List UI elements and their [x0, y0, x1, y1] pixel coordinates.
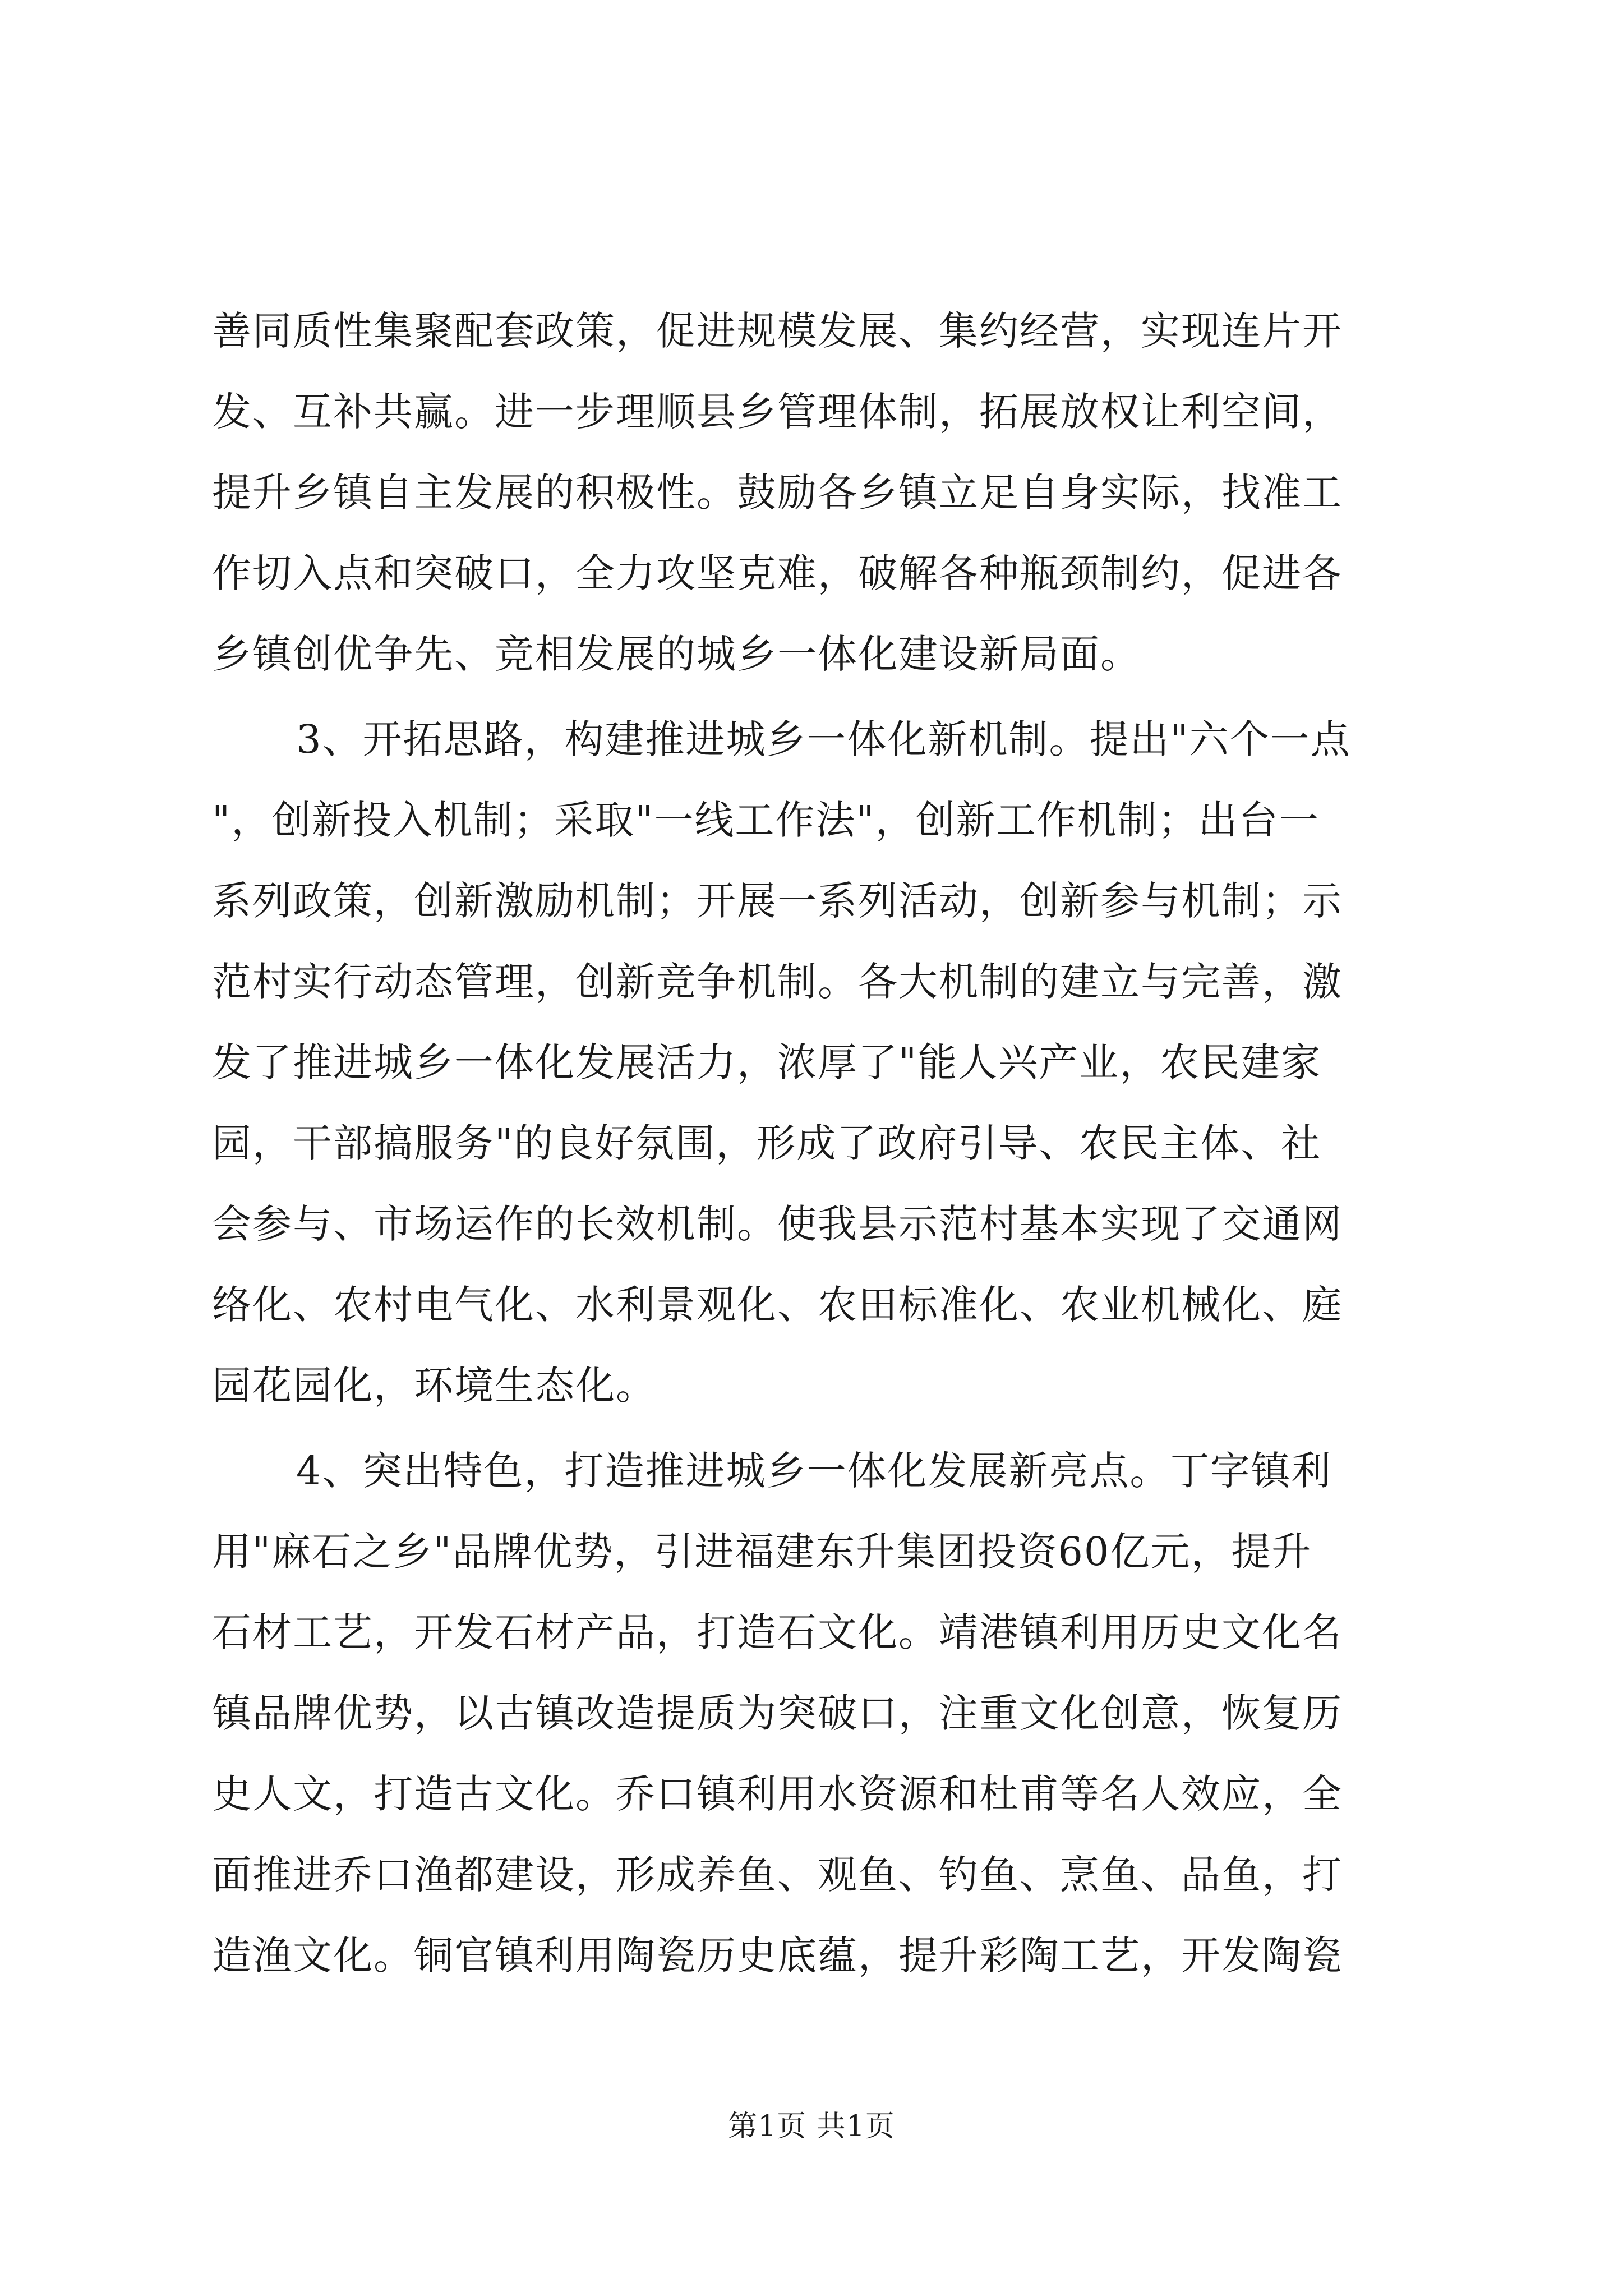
paragraph-3-line-1: 4、突出特色，打造推进城乡一体化发展新亮点。丁字镇利	[296, 1448, 1332, 1494]
paragraph-3-line-2: 用"麻石之乡"品牌优势，引进福建东升集团投资60亿元，提升	[212, 1529, 1312, 1575]
paragraph-2-line-4: 范村实行动态管理，创新竞争机制。各大机制的建立与完善，激	[212, 959, 1343, 1005]
paragraph-2-line-9: 园花园化，环境生态化。	[212, 1363, 656, 1409]
paragraph-3-line-7: 造渔文化。铜官镇利用陶瓷历史底蕴，提升彩陶工艺，开发陶瓷	[212, 1932, 1343, 1978]
paragraph-2-line-5: 发了推进城乡一体化发展活力，浓厚了"能人兴产业，农民建家	[212, 1039, 1322, 1085]
paragraph-2-line-3: 系列政策，创新激励机制；开展一系列活动，创新参与机制；示	[212, 878, 1343, 924]
paragraph-3-line-3: 石材工艺，开发石材产品，打造石文化。靖港镇利用历史文化名	[212, 1609, 1343, 1655]
paragraph-2-line-2: "，创新投入机制；采取"一线工作法"，创新工作机制；出台一	[212, 797, 1320, 843]
page-footer: 第1页 共1页	[728, 2110, 895, 2143]
paragraph-1-line-2: 发、互补共赢。进一步理顺县乡管理体制，拓展放权让利空间，	[212, 389, 1343, 435]
paragraph-3-line-4: 镇品牌优势，以古镇改造提质为突破口，注重文化创意，恢复历	[212, 1690, 1343, 1736]
paragraph-1-line-1: 善同质性集聚配套政策，促进规模发展、集约经营，实现连片开	[212, 308, 1343, 354]
paragraph-2-line-6: 园，干部搞服务"的良好氛围，形成了政府引导、农民主体、社	[212, 1120, 1322, 1166]
paragraph-2-line-7: 会参与、市场运作的长效机制。使我县示范村基本实现了交通网	[212, 1201, 1343, 1247]
paragraph-1-line-4: 作切入点和突破口，全力攻坚克难，破解各种瓶颈制约，促进各	[212, 550, 1343, 596]
paragraph-2-line-1: 3、开拓思路，构建推进城乡一体化新机制。提出"六个一点	[296, 716, 1351, 762]
paragraph-3-line-5: 史人文，打造古文化。乔口镇利用水资源和杜甫等名人效应，全	[212, 1771, 1343, 1817]
paragraph-1-line-3: 提升乡镇自主发展的积极性。鼓励各乡镇立足自身实际，找准工	[212, 470, 1343, 516]
paragraph-2-line-8: 络化、农村电气化、水利景观化、农田标准化、农业机械化、庭	[212, 1282, 1343, 1328]
paragraph-3-line-6: 面推进乔口渔都建设，形成养鱼、观鱼、钓鱼、烹鱼、品鱼，打	[212, 1852, 1343, 1898]
paragraph-1-line-5: 乡镇创优争先、竞相发展的城乡一体化建设新局面。	[212, 631, 1141, 677]
